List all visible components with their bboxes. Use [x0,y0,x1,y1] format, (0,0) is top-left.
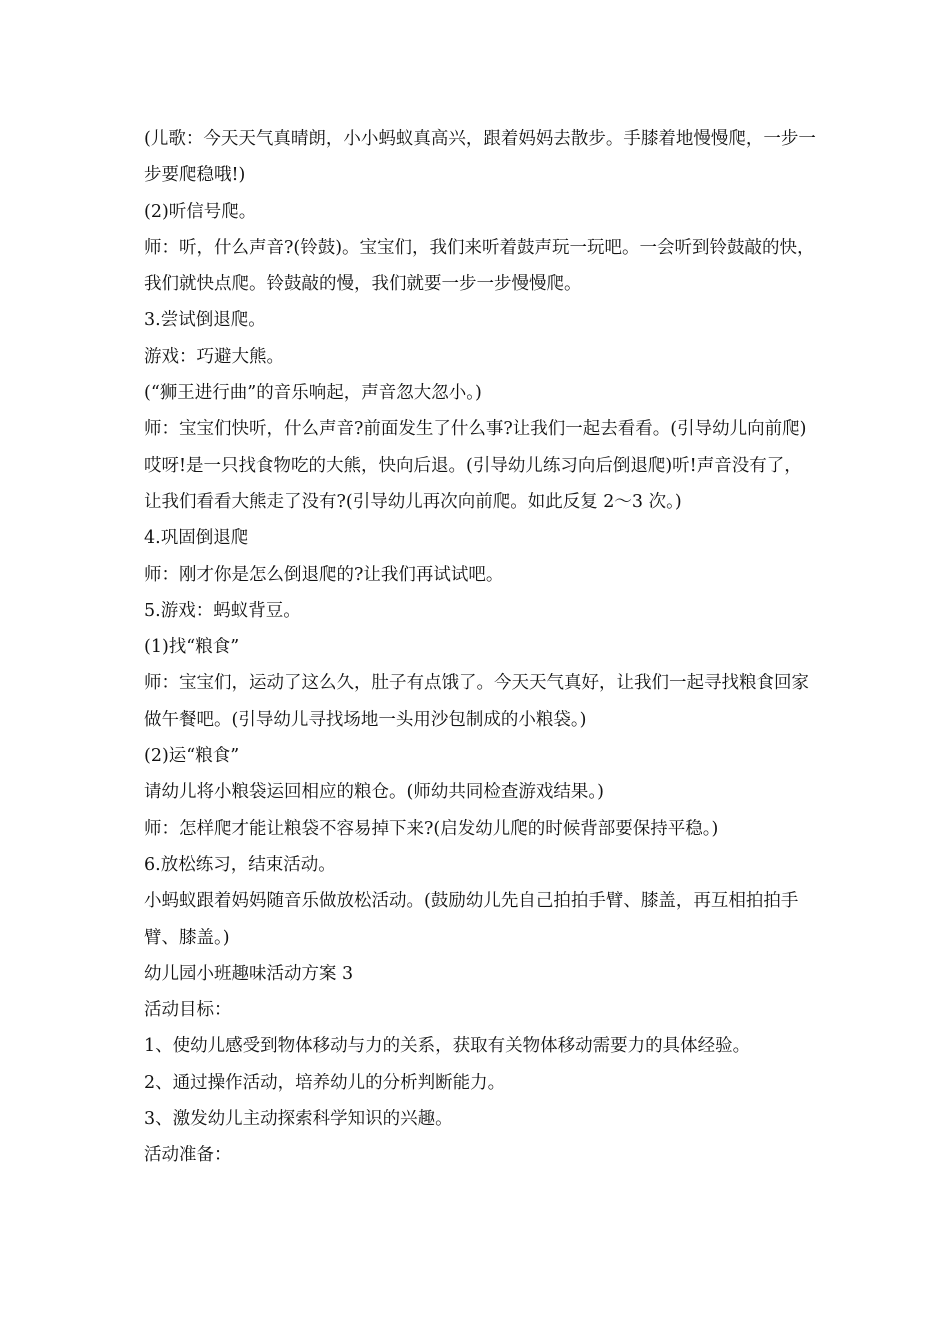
heading-activity-goals: 活动目标： [144,1000,232,1021]
paragraph-teacher-try-again: 师：刚才你是怎么倒退爬的?让我们再试试吧。 [144,564,504,585]
heading-step-3: 3.尝试倒退爬。 [144,310,266,331]
heading-activity-preparation: 活动准备： [144,1145,232,1166]
goal-item-1: 1、使幼儿感受到物体移动与力的关系，获取有关物体移动需要力的具体经验。 [144,1036,751,1057]
goal-item-2: 2、通过操作活动，培养幼儿的分析判断能力。 [144,1072,506,1093]
section-title-plan-3: 幼儿园小班趣味活动方案 3 [144,963,354,984]
paragraph-nursery-rhyme: (儿歌：今天天气真晴朗，小小蚂蚁真高兴，跟着妈妈去散步。手膝着地慢慢爬，一步一步要爬稳哦!) [144,129,816,186]
paragraph-teacher-keep-stable: 师：怎样爬才能让粮袋不容易掉下来?(启发幼儿爬的时候背部要保持平稳。) [144,818,719,839]
paragraph-teacher-bell-drum: 师：听，什么声音?(铃鼓)。宝宝们，我们来听着鼓声玩一玩吧。一会听到铃鼓敲的快，我们就快点爬。铃鼓敲的慢，我们就要一步一步慢慢爬。 [144,237,815,295]
heading-step-6: 6.放松练习，结束活动。 [144,854,336,875]
goal-item-3: 3、激发幼儿主动探索科学知识的兴趣。 [144,1109,453,1130]
heading-step-4: 4.巩固倒退爬 [144,528,249,549]
paragraph-return-bags: 请幼儿将小粮袋运回相应的粮仓。(师幼共同检查游戏结果。) [144,782,604,803]
heading-step-5: 5.游戏：蚂蚁背豆。 [144,600,301,621]
paragraph-find-food: (1)找“粮食” [144,637,240,658]
document-body [144,121,816,1174]
paragraph-carry-food: (2)运“粮食” [144,746,240,767]
paragraph-relax-activity: 小蚂蚁跟着妈妈随音乐做放松活动。(鼓励幼儿先自己拍拍手臂、膝盖，再互相拍拍手臂、膝盖。) [144,891,799,948]
paragraph-teacher-listen-bear: 师：宝宝们快听，什么声音?前面发生了什么事?让我们一起去看看。(引导幼儿向前爬)哎呀!是一只找食物吃的大熊，快向后退。(引导幼儿练习向后倒退爬)听!声音没有了，让我们看看大熊走了没有?(引导幼儿再次向前爬。如此反复 2～3 次。) [144,419,807,512]
paragraph-music-note: (“狮王进行曲”的音乐响起，声音忽大忽小。) [144,383,482,404]
paragraph-teacher-lunch: 师：宝宝们，运动了这么久，肚子有点饿了。今天天气真好，让我们一起寻找粮食回家做午餐吧。(引导幼儿寻找场地一头用沙包制成的小粮袋。) [144,673,809,730]
paragraph-game-avoid-bear: 游戏：巧避大熊。 [144,346,284,367]
paragraph-listen-signal-crawl: (2)听信号爬。 [144,201,257,222]
